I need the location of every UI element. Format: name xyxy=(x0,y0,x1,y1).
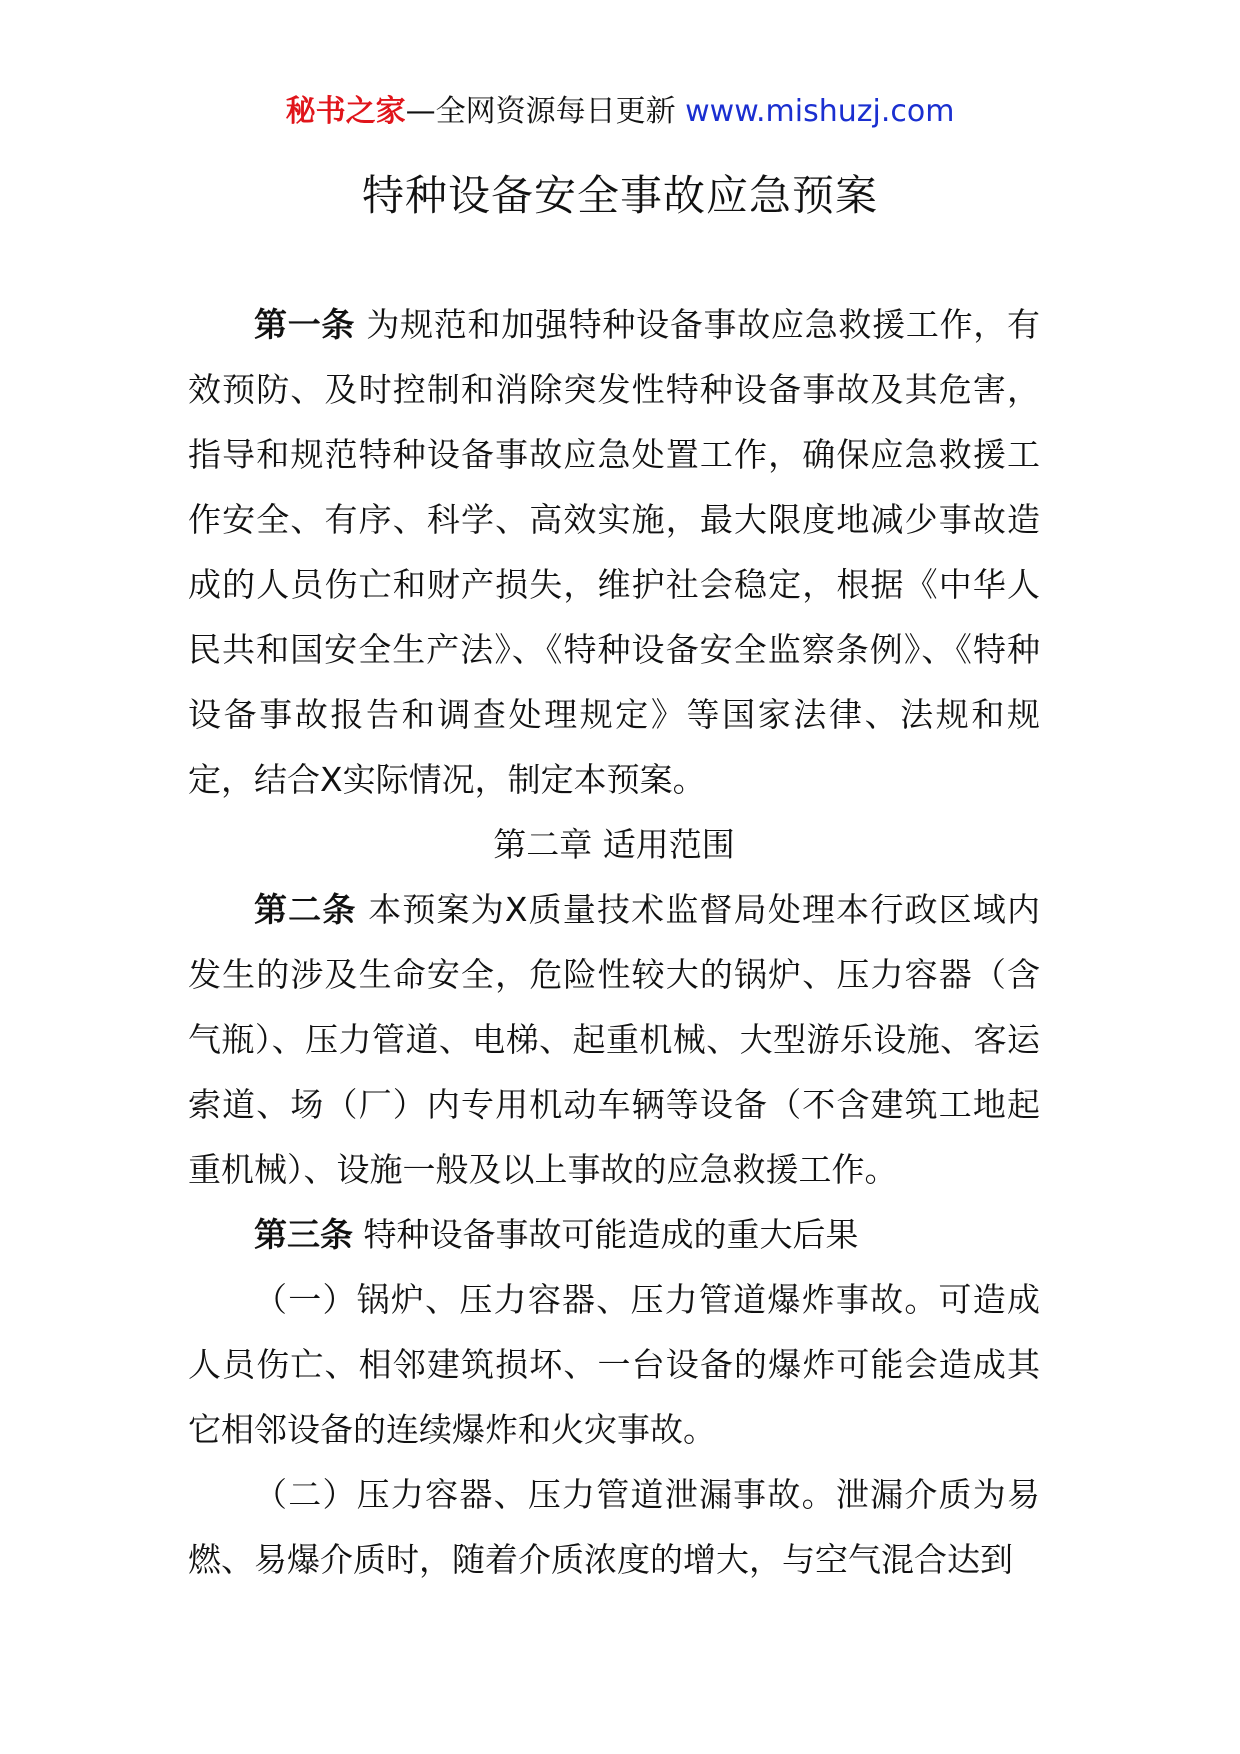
header-tagline: —全网资源每日更新 xyxy=(405,94,676,129)
item-2: （二）压力容器、压力管道泄漏事故。泄漏介质为易燃、易爆介质时，随着介质浓度的增大，与空气混合达到 xyxy=(188,1475,1040,1579)
article-3 xyxy=(188,1202,1040,1267)
article-3-text: 特种设备事故可能造成的重大后果 xyxy=(363,1215,859,1254)
chapter-2-heading: 第二章 适用范围 xyxy=(493,825,735,864)
article-2-label: 第二条 xyxy=(254,890,357,929)
article-1-text: 为规范和加强特种设备事故应急救援工作，有效预防、及时控制和消除突发性特种设备事故及其危害，指导和规范特种设备事故应急处置工作，确保应急救援工作安全、有序、科学、高效实施，最大限度地减少事故造成的人员伤亡和财产损失，维护社会稳定，根据《中华人民共和国安全生产法》、《特种设备安全监察条例》、《特种设备事故报告和调查处理规定》等国家法律、法规和规定，结合X实际情况，制定本预案。 xyxy=(188,305,1041,799)
document-body xyxy=(188,292,1040,1592)
item-1: （一）锅炉、压力容器、压力管道爆炸事故。可造成人员伤亡、相邻建筑损坏、一台设备的爆炸可能会造成其它相邻设备的连续爆炸和火灾事故。 xyxy=(188,1280,1040,1449)
article-1 xyxy=(188,292,1040,812)
article-3-label: 第三条 xyxy=(254,1215,353,1254)
site-url-link[interactable]: www.mishuzj.com xyxy=(685,94,955,129)
document-title: 特种设备安全事故应急预案 xyxy=(361,171,878,220)
site-header xyxy=(0,92,1240,132)
article-1-label: 第一条 xyxy=(254,305,356,344)
brand-name: 秘书之家 xyxy=(285,94,406,129)
article-2-text: 本预案为X质量技术监督局处理本行政区域内发生的涉及生命安全，危险性较大的锅炉、压力容器（含气瓶）、压力管道、电梯、起重机械、大型游乐设施、客运索道、场（厂）内专用机动车辆等设备（不含建筑工地起重机械）、设施一般及以上事故的应急救援工作。 xyxy=(188,890,1041,1189)
article-2 xyxy=(188,877,1040,1202)
